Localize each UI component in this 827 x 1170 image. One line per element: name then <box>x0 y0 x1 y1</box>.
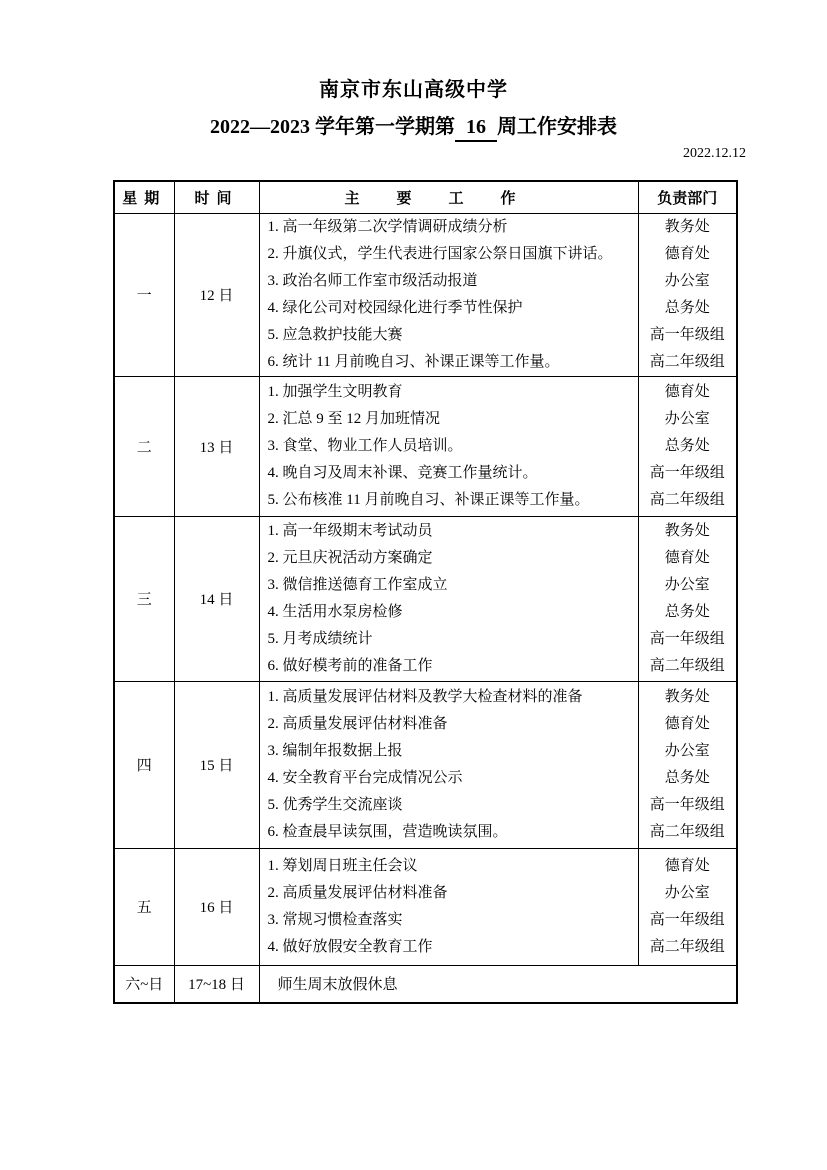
task-item: 3. 常规习惯检查落实 <box>267 911 403 928</box>
department-item: 高一年级组 <box>649 796 725 813</box>
work-cell <box>259 681 638 848</box>
department-item: 德育处 <box>664 383 710 400</box>
department-item: 教务处 <box>664 522 710 539</box>
department-item: 总务处 <box>664 299 710 316</box>
time-cell: 12 日 <box>174 213 259 376</box>
task-item: 4. 做好放假安全教育工作 <box>267 938 433 955</box>
table-row <box>114 516 737 681</box>
header-department: 负责部门 <box>638 181 737 213</box>
table-row <box>114 213 737 376</box>
time-cell: 14 日 <box>174 516 259 681</box>
task-item: 2. 汇总 9 至 12 月加班情况 <box>267 410 441 427</box>
department-item: 德育处 <box>664 715 710 732</box>
task-item: 2. 升旗仪式，学生代表进行国家公祭日国旗下讲话。 <box>267 245 613 262</box>
department-item: 高二年级组 <box>649 938 725 955</box>
task-item: 5. 优秀学生交流座谈 <box>267 796 403 813</box>
table-row <box>114 681 737 848</box>
department-item: 办公室 <box>664 576 710 593</box>
task-item: 1. 高一年级第二次学情调研成绩分析 <box>267 218 508 235</box>
task-item: 6. 检查晨早读氛围，营造晚读氛围。 <box>267 823 508 840</box>
department-item: 德育处 <box>664 245 710 262</box>
department-item: 总务处 <box>664 603 710 620</box>
task-item: 1. 高一年级期末考试动员 <box>267 522 433 539</box>
header-time: 时间 <box>174 181 259 213</box>
subtitle-suffix: 周工作安排表 <box>497 116 617 138</box>
task-item: 1. 筹划周日班主任会议 <box>267 857 418 874</box>
department-item: 高一年级组 <box>649 464 725 481</box>
week-number: 16 <box>455 114 497 142</box>
work-cell <box>259 516 638 681</box>
department-item: 德育处 <box>664 857 710 874</box>
day-cell: 四 <box>114 681 174 848</box>
task-item: 4. 晚自习及周末补课、竞赛工作量统计。 <box>267 464 538 481</box>
department-item: 高二年级组 <box>649 823 725 840</box>
task-item: 2. 高质量发展评估材料准备 <box>267 884 448 901</box>
department-cell <box>638 213 737 376</box>
department-cell <box>638 376 737 516</box>
work-cell <box>259 376 638 516</box>
page-title: 南京市东山高级中学 <box>319 79 508 101</box>
header-main-work: 主要工作 <box>259 181 638 213</box>
document-date: 2022.12.12 <box>683 146 746 161</box>
department-item: 高二年级组 <box>649 491 725 508</box>
task-item: 1. 加强学生文明教育 <box>267 383 403 400</box>
department-item: 办公室 <box>664 272 710 289</box>
department-item: 办公室 <box>664 742 710 759</box>
task-item: 4. 绿化公司对校园绿化进行季节性保护 <box>267 299 523 316</box>
department-cell <box>638 848 737 965</box>
department-cell <box>638 681 737 848</box>
day-cell: 一 <box>114 213 174 376</box>
department-item: 高二年级组 <box>649 353 725 370</box>
page-subtitle <box>0 114 827 142</box>
department-item: 德育处 <box>664 549 710 566</box>
day-cell: 三 <box>114 516 174 681</box>
task-item: 3. 微信推送德育工作室成立 <box>267 576 448 593</box>
department-item: 总务处 <box>664 769 710 786</box>
table-row <box>114 848 737 965</box>
time-cell: 13 日 <box>174 376 259 516</box>
time-cell: 17~18 日 <box>174 965 259 1003</box>
time-cell: 16 日 <box>174 848 259 965</box>
department-item: 高二年级组 <box>649 657 725 674</box>
task-item: 6. 统计 11 月前晚自习、补课正课等工作量。 <box>267 353 560 370</box>
subtitle-prefix: 2022—2023 学年第一学期第 <box>210 116 455 138</box>
day-cell: 五 <box>114 848 174 965</box>
table-row-weekend <box>114 965 737 1003</box>
task-item: 4. 安全教育平台完成情况公示 <box>267 769 463 786</box>
day-cell: 二 <box>114 376 174 516</box>
department-item: 办公室 <box>664 410 710 427</box>
work-cell <box>259 213 638 376</box>
task-item: 5. 月考成绩统计 <box>267 630 373 647</box>
department-cell <box>638 516 737 681</box>
weekly-schedule-table <box>113 180 738 1004</box>
table-row <box>114 376 737 516</box>
task-item: 2. 高质量发展评估材料准备 <box>267 715 448 732</box>
department-item: 高一年级组 <box>649 326 725 343</box>
weekend-note-cell: 师生周末放假休息 <box>259 965 737 1003</box>
task-item: 3. 政治名师工作室市级活动报道 <box>267 272 478 289</box>
department-item: 办公室 <box>664 884 710 901</box>
task-item: 5. 应急救护技能大赛 <box>267 326 403 343</box>
task-item: 5. 公布核准 11 月前晚自习、补课正课等工作量。 <box>267 491 590 508</box>
department-item: 高一年级组 <box>649 630 725 647</box>
task-item: 4. 生活用水泵房检修 <box>267 603 403 620</box>
task-item: 3. 食堂、物业工作人员培训。 <box>267 437 463 454</box>
day-cell: 六~日 <box>114 965 174 1003</box>
department-item: 总务处 <box>664 437 710 454</box>
task-item: 2. 元旦庆祝活动方案确定 <box>267 549 433 566</box>
department-item: 高一年级组 <box>649 911 725 928</box>
table-header-row <box>114 181 737 213</box>
task-item: 3. 编制年报数据上报 <box>267 742 403 759</box>
work-cell <box>259 848 638 965</box>
department-item: 教务处 <box>664 218 710 235</box>
time-cell: 15 日 <box>174 681 259 848</box>
task-item: 6. 做好模考前的准备工作 <box>267 657 433 674</box>
task-item: 1. 高质量发展评估材料及教学大检查材料的准备 <box>267 688 583 705</box>
department-item: 教务处 <box>664 688 710 705</box>
header-day: 星期 <box>114 181 174 213</box>
